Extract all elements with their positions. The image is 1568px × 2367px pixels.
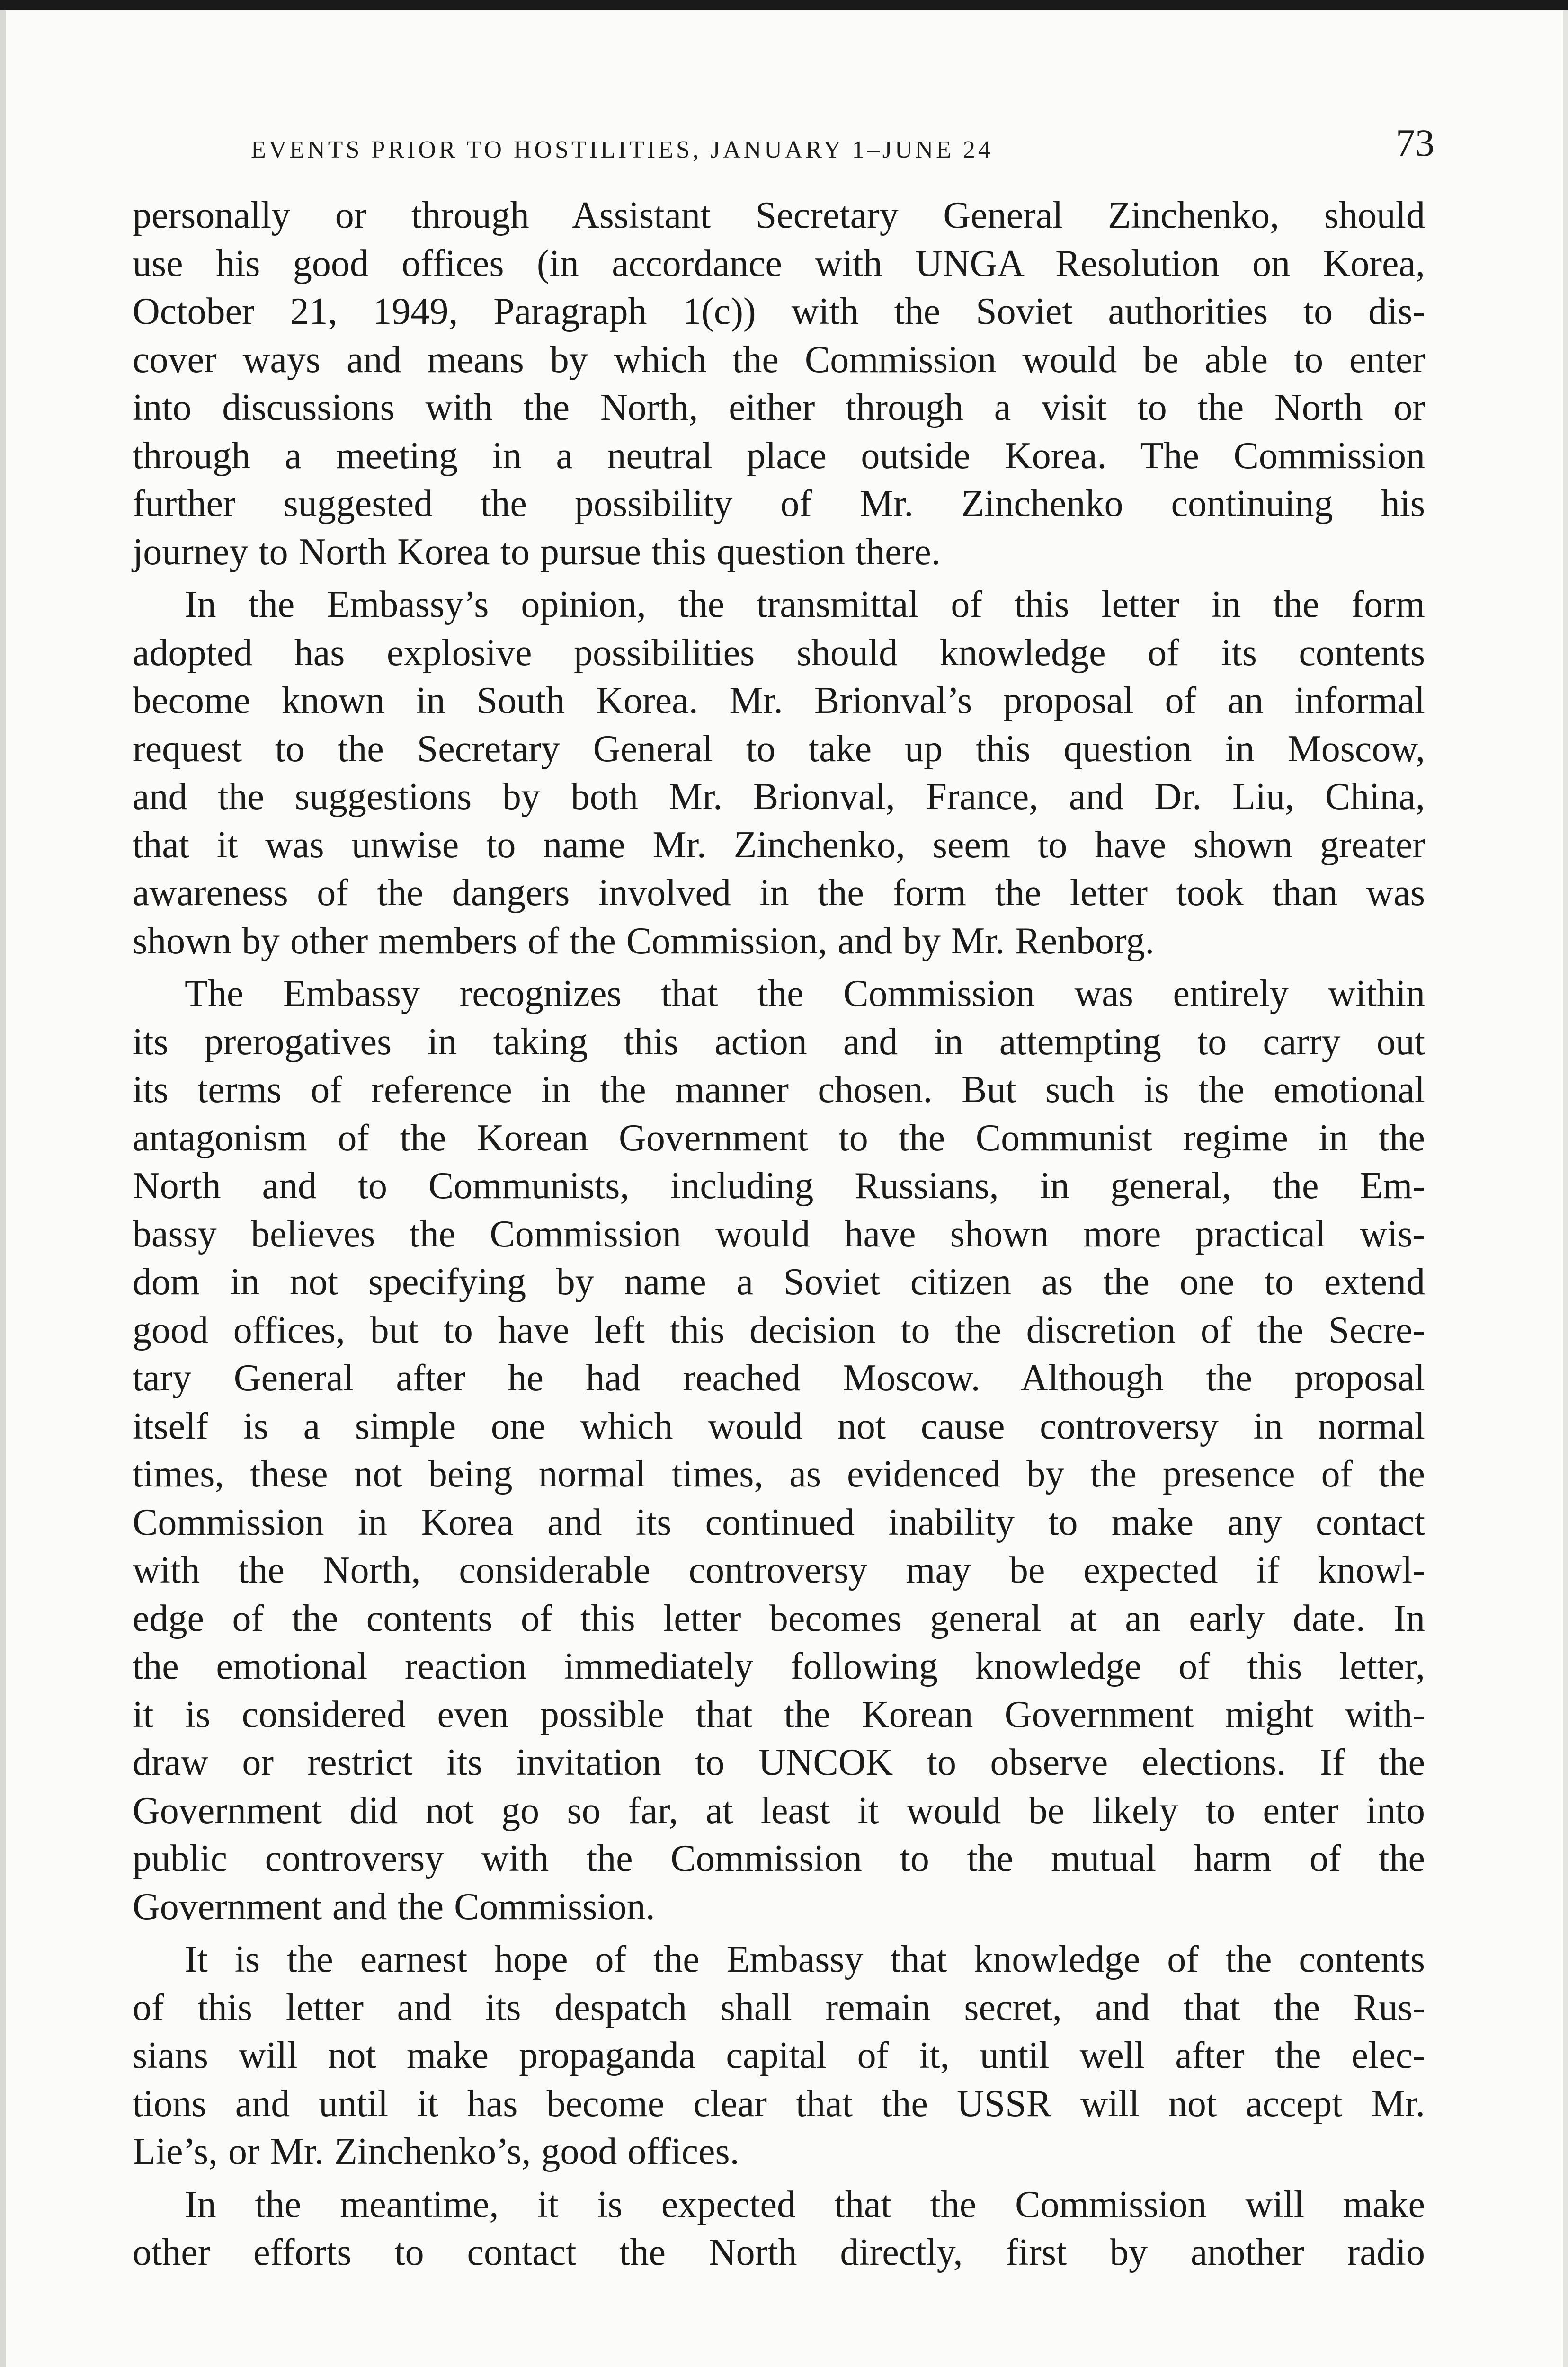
text-line: Government did not go so far, at least it would be likely to enter into: [133, 1789, 1425, 1832]
paragraph-3: [133, 970, 1425, 1931]
text-line: that it was unwise to name Mr. Zinchenko, seem to have shown greater: [133, 824, 1425, 866]
paragraph-2: [133, 581, 1425, 965]
text-line: cover ways and means by which the Commission would be able to enter: [133, 338, 1425, 381]
text-line: of this letter and its despatch shall remain secret, and that the Rus-: [133, 1986, 1425, 2029]
text-line: Lie’s, or Mr. Zinchenko’s, good offices.: [133, 2131, 739, 2172]
paragraph-5: [133, 2181, 1425, 2277]
text-line: shown by other members of the Commission, and by Mr. Renborg.: [133, 920, 1155, 962]
text-line: sians will not make propaganda capital of it, until well after the elec-: [133, 2035, 1425, 2076]
text-line: its terms of reference in the manner chosen. But such is the emotional: [133, 1069, 1425, 1111]
text-line: with the North, considerable controversy may be expected if knowl-: [133, 1549, 1425, 1591]
text-line: through a meeting in a neutral place outside Korea. The Commission: [133, 435, 1425, 477]
text-line: tary General after he had reached Moscow. Although the proposal: [133, 1357, 1425, 1399]
text-line: October 21, 1949, Paragraph 1(c)) with the Soviet authorities to dis-: [133, 291, 1425, 332]
text-line: use his good offices (in accordance with UNGA Resolution on Korea,: [133, 242, 1425, 285]
page-number: 73: [1396, 121, 1434, 164]
text-line: dom in not specifying by name a Soviet citizen as the one to extend: [133, 1261, 1425, 1303]
paragraph-4: [133, 1936, 1425, 2176]
text-line: personally or through Assistant Secretary General Zinchenko, should: [133, 195, 1425, 236]
text-line: the emotional reaction immediately following knowledge of this letter,: [133, 1646, 1425, 1687]
text-line: request to the Secretary General to take up this question in Moscow,: [133, 728, 1425, 770]
text-line: and the suggestions by both Mr. Brionval, France, and Dr. Liu, China,: [133, 776, 1425, 818]
text-line: it is considered even possible that the Korean Government might with-: [133, 1693, 1425, 1735]
scan-right-edge: [1563, 10, 1568, 2367]
paragraph-1: [133, 192, 1425, 576]
text-line: itself is a simple one which would not cause controversy in normal: [133, 1405, 1425, 1447]
text-line: other efforts to contact the North directly, first by another radio: [133, 2232, 1425, 2273]
text-line: It is the earnest hope of the Embassy that knowledge of the contents: [185, 1939, 1425, 1980]
text-line: its prerogatives in taking this action and in attempting to carry out: [133, 1021, 1425, 1063]
text-line: further suggested the possibility of Mr. Zinchenko continuing his: [133, 483, 1425, 525]
text-line: In the meantime, it is expected that the Commission will make: [185, 2183, 1425, 2225]
scan-left-edge: [0, 10, 6, 2367]
running-title: EVENTS PRIOR TO HOSTILITIES, JANUARY 1–JUNE 24: [251, 136, 993, 163]
text-line: tions and until it has become clear that the USSR will not accept Mr.: [133, 2082, 1425, 2125]
text-line: The Embassy recognizes that the Commission was entirely within: [185, 973, 1425, 1014]
text-line: public controversy with the Commission to the mutual harm of the: [133, 1838, 1425, 1879]
text-line: In the Embassy’s opinion, the transmittal of this letter in the form: [185, 584, 1425, 625]
text-line: Government and the Commission.: [133, 1886, 655, 1928]
text-line: good offices, but to have left this decision to the discretion of the Secre-: [133, 1309, 1425, 1351]
text-line: North and to Communists, including Russians, in general, the Em-: [133, 1165, 1425, 1207]
text-line: antagonism of the Korean Government to the Communist regime in the: [133, 1117, 1425, 1159]
scan-top-border: [0, 0, 1568, 10]
text-line: into discussions with the North, either through a visit to the North or: [133, 387, 1425, 428]
text-line: adopted has explosive possibilities should knowledge of its contents: [133, 632, 1425, 674]
text-line: become known in South Korea. Mr. Brionval’s proposal of an informal: [133, 680, 1425, 721]
text-line: Commission in Korea and its continued inability to make any contact: [133, 1501, 1425, 1543]
text-line: draw or restrict its invitation to UNCOK to observe elections. If the: [133, 1742, 1425, 1783]
body-text: [133, 192, 1425, 2282]
text-line: times, these not being normal times, as evidenced by the presence of the: [133, 1453, 1425, 1495]
text-line: bassy believes the Commission would have shown more practical wis-: [133, 1213, 1425, 1255]
text-line: journey to North Korea to pursue this question there.: [133, 531, 941, 573]
text-line: awareness of the dangers involved in the form the letter took than was: [133, 872, 1425, 914]
running-header: [251, 121, 1434, 173]
text-line: edge of the contents of this letter becomes general at an early date. In: [133, 1597, 1425, 1639]
